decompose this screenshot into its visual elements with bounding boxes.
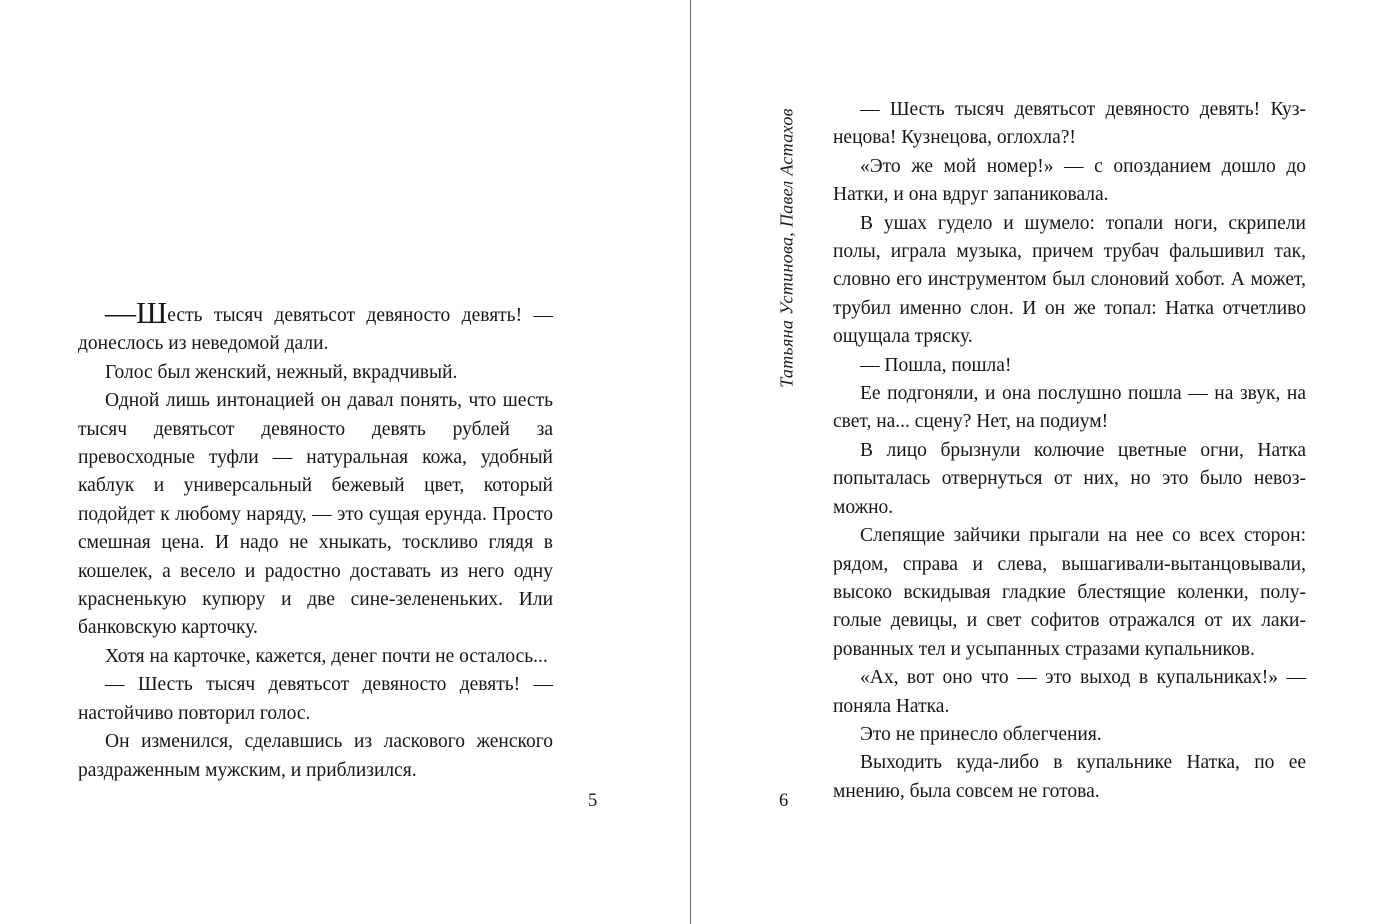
paragraph: Хотя на карточке, кажется, денег почти не осталось... — [105, 645, 548, 667]
paragraph: В лицо брызнули колючие цветные огни, Натка попыталась отвернуться от них, но это было невозможно. — [833, 439, 1306, 518]
paragraph-text: есть тысяч девятьсот девяносто девять! — донеслось из неведомой дали. — [78, 305, 553, 355]
paragraph: Это не принесло облегчения. — [860, 723, 1102, 745]
paragraph: «Это же мой номер!» — с опозданием дошло до Натки, и она вдруг запаниковала. — [833, 155, 1306, 206]
paragraph: Выходить куда-либо в купальнике Натка, по ее мнению, была совсем не готова. — [833, 752, 1306, 802]
drop-cap: —Ш — [105, 295, 168, 330]
paragraph: Голос был женский, нежный, вкрадчивый. — [105, 361, 458, 383]
page-divider — [690, 0, 691, 924]
page-right-text — [833, 96, 1306, 806]
page-number-left: 5 — [588, 791, 598, 811]
paragraph: Одной лишь интонацией он давал понять, что шесть тысяч девятьсот девяносто девять рублей за превосходные туфли — натуральная кожа, удобный каблук и универсальный бежевый цвет, который подойдет к любому наряду, — это сущая ерунда. Просто смешная цена. И надо не хныкать, тоскливо глядя в кошелек, а весело и радостно доставать из него одну красненькую купюру и две сине-зелененьких. Или банковскую карточку. — [78, 390, 553, 639]
paragraph: Он изменился, сделавшись из ласкового женского раздраженным мужским, и приблизился. — [78, 731, 553, 781]
paragraph: Слепящие зайчики прыгали на нее со всех сторон: рядом, справа и слева, вышагивали-вытанцовывали, высоко вскидывая гладкие блестящие коленки, полуголые девицы, и свет софитов отражался от их лакированных тел и усыпанных стразами купальников. — [833, 525, 1306, 660]
paragraph: — Пошла, пошла! — [860, 354, 1012, 376]
page-left-text — [78, 297, 553, 785]
paragraph: Ее подгоняли, и она послушно пошла — на звук, на свет, на... сцену? Нет, на подиум! — [833, 383, 1306, 433]
page-number-right: 6 — [779, 791, 789, 811]
paragraph: В ушах гудело и шумело: топали ноги, скрипели полы, играла музыка, причем трубач фальшивил так, словно его инструментом был слоновий хобот. А может, трубил именно слон. И он же топал: Натка отчетливо ощущала тряску. — [833, 212, 1306, 348]
paragraph: «Ах, вот оно что — это выход в купальниках!» — поняла Натка. — [833, 667, 1306, 717]
author-running-title: Татьяна Устинова, Павел Астахов — [776, 108, 797, 388]
paragraph: — Шесть тысяч девятьсот девяносто девять! Кузнецова! Кузнецова, оглохла?! — [833, 99, 1306, 149]
paragraph: — Шесть тысяч девятьсот девяносто девять! — настойчиво повторил голос. — [78, 674, 553, 724]
paragraph — [78, 297, 553, 359]
